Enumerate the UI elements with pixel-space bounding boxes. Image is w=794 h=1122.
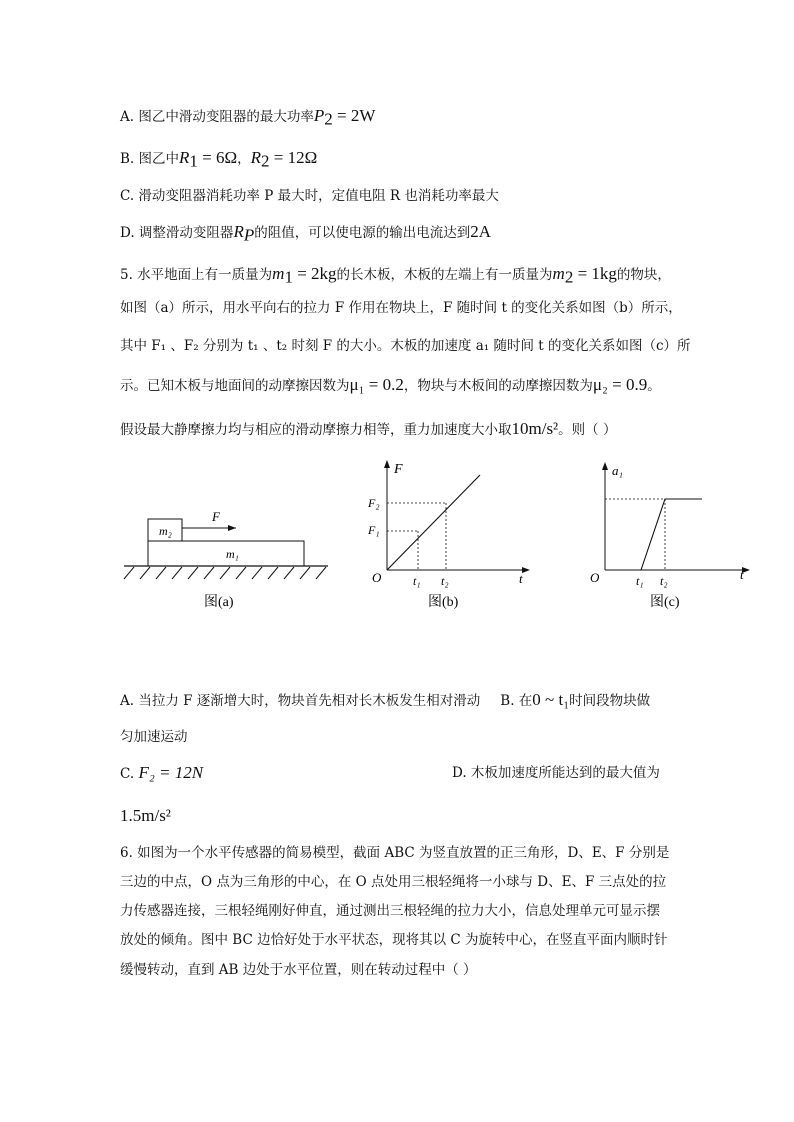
q6-line-3: 力传感器连接，三根轻绳刚好伸直，通过测出三根轻绳的拉力大小，信息处理单元可显示摆 [120,903,660,919]
y-axis-arrow [384,460,390,468]
caption-c: 图(c) [650,595,680,610]
q6-line-2: 三边的中点，O 点为三角形的中心，在 O 点处用三根轻绳将一小球与 D、E、F 三点处的拉 [120,874,667,890]
question-text: 假设最大静摩擦力均与相应的滑动摩擦力相等，重力加速度大小取 [120,422,512,438]
math-expr: 1.5m/s² [120,806,171,825]
math-expr: 0 ~ t₁ [532,690,570,709]
force-line [387,475,480,570]
math-val: = 6Ω [197,148,238,167]
math-sub: 2 [324,109,333,129]
ground-hatch [124,567,326,579]
separator: ， [237,151,251,167]
math-sub: 2 [261,151,270,171]
math-val: = 1kg [573,264,617,283]
q5-figures [0,455,794,615]
math-sub: P [243,225,255,245]
math-sub: 1 [284,267,293,287]
math-expr: μ₁ = 0.2 [349,375,404,394]
q5-line-3: 其中 F₁ 、F₂ 分别为 t₁ 、t₂ 时刻 F 的大小。木板的加速度 a₁ 随时间 t 的变化关系如图（c）所 [120,338,691,354]
option-c-text: C. [120,766,139,782]
q4-option-b [120,148,317,172]
math-expr: F₂ = 12N [138,763,204,782]
q4-option-a [120,106,375,130]
y-axis-label: F [394,462,403,477]
math-sub: 2 [564,267,574,287]
math-var: R [250,148,262,167]
q6-line-5: 缓慢转动，直到 AB 边处于水平位置，则在转动过程中（ ） [120,962,477,978]
math-var: R [179,148,190,167]
caption-a: 图(a) [204,595,234,610]
figure-b [367,460,530,610]
math-expr: μ₂ = 0.9 [592,375,648,394]
math-val: 2A [470,222,491,241]
option-b-text: B. 在 [500,693,533,709]
x-axis-label: t [519,571,523,586]
label-force: F [212,509,220,524]
f2-label: F₂ [368,496,380,510]
force-arrowhead [228,525,236,531]
y-axis-arrow [602,462,608,470]
t1-label: t₁ [636,574,644,588]
q5-line-5 [120,419,616,440]
q6-line-4: 放处的倾角。图中 BC 边恰好处于水平状态，现将其以 C 为旋转中心，在竖直平面内顺时针 [120,932,668,948]
q5-line-2: 如图（a）所示，用水平向右的拉力 F 作用在物块上，F 随时间 t 的变化关系如图（b）所示， [120,300,682,316]
math-var: P [313,106,325,125]
t2-label: t₂ [441,574,449,588]
question-text: 5. 水平地面上有一质量为 [120,267,273,283]
option-text: 的阻值，可以使电源的输出电流达到 [254,225,471,241]
q4-option-c: C. 滑动变阻器消耗功率 P 最大时，定值电阻 R 也消耗功率最大 [120,188,499,204]
question-text: 的物块， [616,267,671,283]
math-expr: 10m/s² [511,419,559,438]
math-val: = 2W [332,106,376,125]
math-val: = 12Ω [269,148,318,167]
origin-label: O [590,570,600,585]
option-text: A. 图乙中滑动变阻器的最大功率 [120,109,314,125]
question-text: 示。已知木板与地面间的动摩擦因数为 [120,378,350,394]
figure-a [124,509,328,610]
label-m1: m₁ [226,547,239,561]
question-text: ，物块与木板间的动摩擦因数为 [403,378,593,394]
f1-label: F₁ [368,523,380,537]
q6-line-1: 6. 如图为一个水平传感器的简易模型，截面 ABC 为竖直放置的正三角形，D、E、F 分别是 [120,845,670,861]
question-text: 。 [647,378,661,394]
math-var: R [233,222,244,241]
option-text: B. 图乙中 [120,151,180,167]
math-sub: 1 [189,151,198,171]
figure-c [590,462,750,610]
question-text: 的长木板，木板的左端上有一质量为 [336,267,553,283]
math-val: = 2kg [292,264,337,283]
q5-option-c [120,763,203,784]
q5-option-d: D. 木板加速度所能达到的最大值为 [452,765,660,781]
label-m2: m₂ [159,524,172,538]
origin-label: O [372,570,382,585]
option-text: D. 调整滑动变阻器 [120,225,234,241]
caption-b: 图(b) [428,595,459,610]
x-axis-label: t [740,567,744,582]
q5-option-a-b [120,690,650,711]
option-b-text: 时间段物块做 [569,693,651,709]
q5-option-d-val [120,806,171,827]
acceleration-line [641,499,702,570]
math-var: m [552,264,565,283]
question-text: 。则（ ） [558,422,617,438]
q5-line-4 [120,375,661,396]
t1-label: t₁ [413,574,421,588]
q5-line-1 [120,264,671,288]
option-a-text: A. 当拉力 F 逐渐增大时，物块首先相对长木板发生相对滑动 [120,693,481,709]
y-axis-label: a₁ [612,463,624,478]
q5-option-b-cont: 匀加速运动 [120,729,188,745]
q4-option-d [120,222,491,246]
t2-label: t₂ [660,574,668,588]
math-var: m [272,264,285,283]
x-axis-arrow [522,567,530,573]
